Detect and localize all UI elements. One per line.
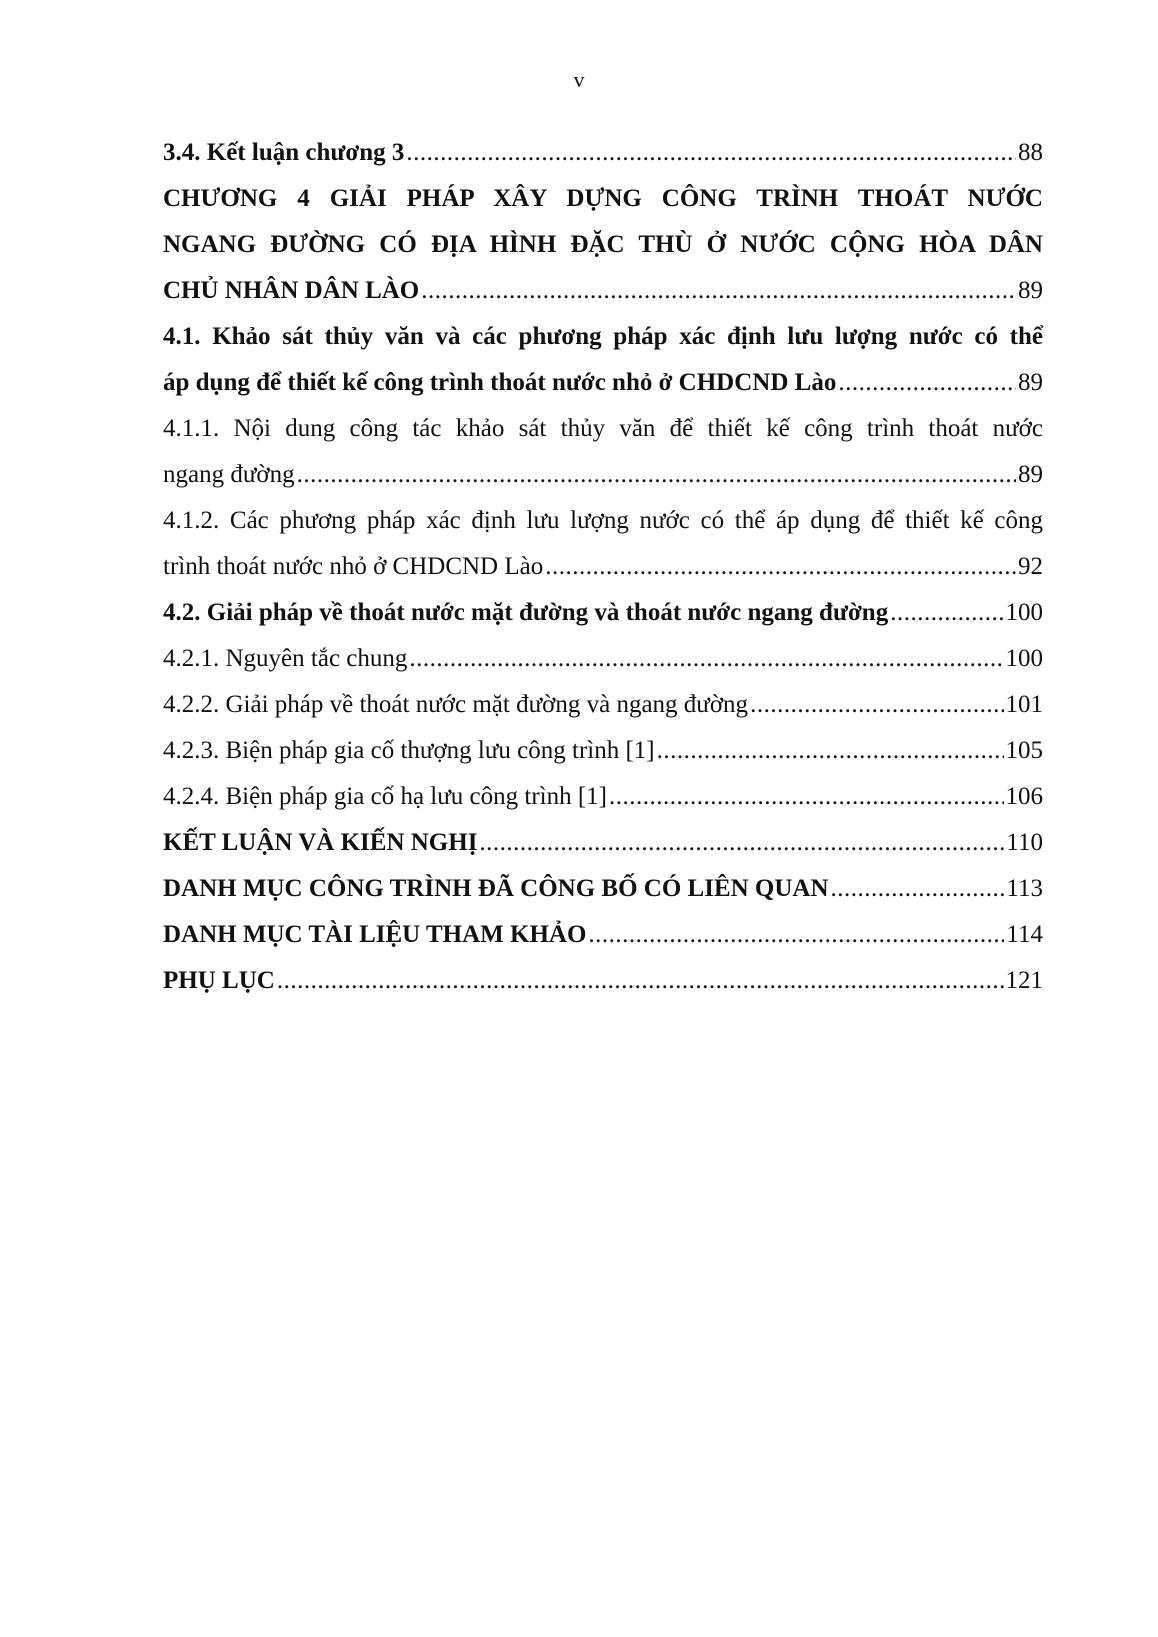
- table-of-contents: [163, 130, 1043, 1004]
- toc-entry-page: 100: [1005, 645, 1043, 672]
- toc-entry-last-line: [163, 544, 1043, 590]
- toc-entry-title: 4.2.1. Nguyên tắc chung: [163, 645, 408, 672]
- toc-entry-page: 100: [1005, 599, 1043, 626]
- toc-entry-page: 121: [1005, 967, 1043, 994]
- dot-leader: [479, 820, 1004, 866]
- toc-entry-last-line: [163, 360, 1043, 406]
- toc-entry-4-1: [163, 314, 1043, 406]
- dot-leader: [609, 774, 1003, 820]
- toc-entry-page: 106: [1005, 783, 1043, 810]
- toc-entry-page: 105: [1005, 737, 1043, 764]
- toc-entry-title: 4.2.3. Biện pháp gia cố thượng lưu công trình [1]: [163, 737, 655, 764]
- toc-entry-4-1-2: [163, 498, 1043, 590]
- toc-entry-appendix: [163, 958, 1043, 1004]
- toc-entry-conclusion: [163, 820, 1043, 866]
- dot-leader: [545, 544, 1016, 590]
- toc-entry-4-2-4: [163, 774, 1043, 820]
- dot-leader: [406, 130, 1016, 176]
- toc-entry-page: 101: [1005, 691, 1043, 718]
- toc-entry-4-2-1: [163, 636, 1043, 682]
- dot-leader: [297, 452, 1016, 498]
- toc-entry-title-line: trình thoát nước nhỏ ở CHDCND Lào: [163, 553, 544, 580]
- toc-entry-page: 89: [1018, 461, 1043, 488]
- toc-entry-page: 110: [1006, 829, 1043, 856]
- dot-leader: [277, 958, 1004, 1004]
- toc-entry-chapter-4: [163, 176, 1043, 314]
- dot-leader: [409, 636, 1003, 682]
- toc-entry-page: 92: [1018, 553, 1043, 580]
- toc-entry-title-line: 4.1.2. Các phương pháp xác định lưu lượng nước có thể áp dụng để thiết kế công: [163, 507, 1043, 534]
- toc-entry-page: 114: [1006, 921, 1043, 948]
- dot-leader: [657, 728, 1004, 774]
- toc-entry-4-2: [163, 590, 1043, 636]
- dot-leader: [421, 268, 1016, 314]
- toc-entry-title-line: CHỦ NHÂN DÂN LÀO: [163, 277, 420, 304]
- toc-entry-title-line: ngang đường: [163, 461, 295, 488]
- toc-entry-title: 4.2. Giải pháp về thoát nước mặt đường và thoát nước ngang đường: [163, 599, 889, 626]
- dot-leader: [890, 590, 1003, 636]
- toc-entry-title: 4.2.2. Giải pháp về thoát nước mặt đường và ngang đường: [163, 691, 749, 718]
- toc-entry-last-line: [163, 268, 1043, 314]
- toc-entry-title: 4.2.4. Biện pháp gia cố hạ lưu công trình [1]: [163, 783, 608, 810]
- toc-entry-last-line: [163, 452, 1043, 498]
- dot-leader: [838, 360, 1016, 406]
- toc-entry-4-1-1: [163, 406, 1043, 498]
- toc-entry-title-line: CHƯƠNG 4 GIẢI PHÁP XÂY DỰNG CÔNG TRÌNH THOÁT NƯỚC: [163, 185, 1043, 212]
- toc-entry-title: KẾT LUẬN VÀ KIẾN NGHỊ: [163, 829, 478, 856]
- dot-leader: [750, 682, 1003, 728]
- dot-leader: [831, 866, 1005, 912]
- toc-entry-title: PHỤ LỤC: [163, 967, 275, 994]
- toc-entry-3-4: [163, 130, 1043, 176]
- toc-entry-4-2-2: [163, 682, 1043, 728]
- toc-entry-references: [163, 912, 1043, 958]
- dot-leader: [588, 912, 1004, 958]
- toc-entry-4-2-3: [163, 728, 1043, 774]
- toc-entry-title-line: 4.1.1. Nội dung công tác khảo sát thủy văn để thiết kế công trình thoát nước: [163, 415, 1043, 442]
- toc-entry-title: DANH MỤC TÀI LIỆU THAM KHẢO: [163, 921, 587, 948]
- toc-entry-title: DANH MỤC CÔNG TRÌNH ĐÃ CÔNG BỐ CÓ LIÊN QUAN: [163, 875, 829, 902]
- toc-entry-title-line: NGANG ĐƯỜNG CÓ ĐỊA HÌNH ĐẶC THÙ Ở NƯỚC CỘNG HÒA DÂN: [163, 231, 1043, 258]
- toc-entry-title-line: áp dụng để thiết kế công trình thoát nước nhỏ ở CHDCND Lào: [163, 369, 837, 396]
- toc-entry-page: 89: [1018, 277, 1043, 304]
- toc-entry-page: 113: [1006, 875, 1043, 902]
- page-number: v: [573, 67, 585, 92]
- toc-entry-title: 3.4. Kết luận chương 3: [163, 139, 405, 166]
- toc-entry-publications: [163, 866, 1043, 912]
- toc-entry-page: 88: [1018, 139, 1043, 166]
- toc-entry-title-line: 4.1. Khảo sát thủy văn và các phương pháp xác định lưu lượng nước có thể: [163, 323, 1043, 350]
- toc-entry-page: 89: [1018, 369, 1043, 396]
